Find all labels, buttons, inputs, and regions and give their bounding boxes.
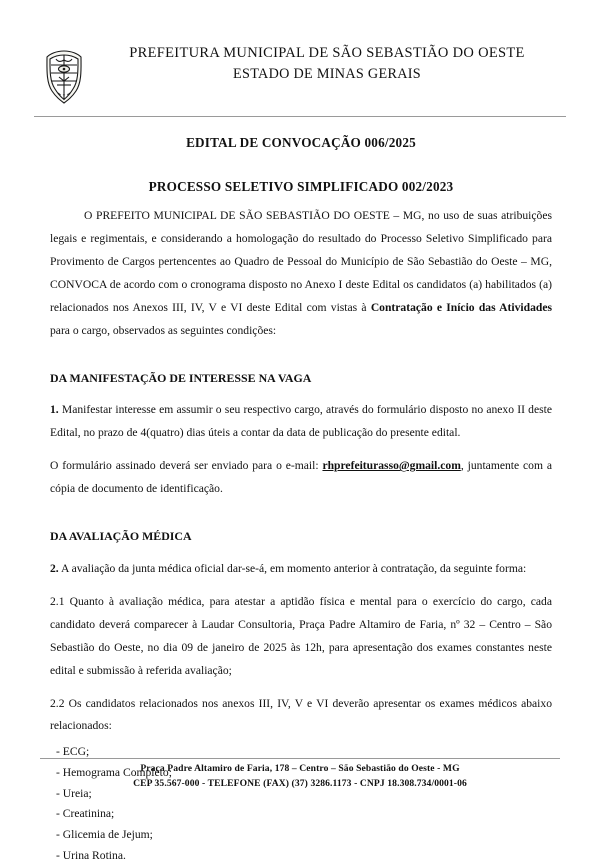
intro-tail-text: para o cargo, observados as seguintes condições: [50,323,277,337]
header-divider [34,116,566,117]
municipal-coat-of-arms-icon [38,48,90,106]
list-item: - Creatinina; [56,807,115,821]
intro-bold-phrase: Contratação e Início das Atividades [370,300,553,314]
section-heading-medical: DA AVALIAÇÃO MÉDICA [50,529,192,544]
list-item: - Glicemia de Jejum; [56,827,153,841]
document-header [0,0,600,106]
section-2-item-2 [50,558,552,581]
svg-text:★ ★ ★: ★ ★ ★ [58,92,70,97]
document-title: EDITAL DE CONVOCAÇÃO 006/2025 [186,135,416,150]
item-number-1: 1. [50,403,59,417]
org-name-line-1: PREFEITURA MUNICIPAL DE SÃO SEBASTIÃO DO OESTE [129,45,525,61]
list-item: - Urina Rotina. [56,848,126,862]
footer-divider [40,758,560,759]
item-text-2: A avaliação da junta médica oficial dar-se-á, em momento anterior à contratação, da seguinte forma: [58,561,527,575]
intro-text: O PREFEITO MUNICIPAL DE SÃO SEBASTIÃO DO OESTE – MG, no uso de suas atribuições legais e regimentais, e considerando a homologação do resultado do Processo Seletivo Simplificado para Provimento de Cargos pertencentes ao Quadro de Pessoal do Município de São Sebastião do Oeste – MG, CONVOCA de acordo com o cronograma disposto no Anexo I deste Edital os candidatos (a) habilitados (a) relacionados nos Anexos III, IV, V e VI deste Edital com vistas à [50,209,552,314]
form-submit-tail: , juntamente com a cópia de documento de identificação. [50,459,552,496]
contact-email-link[interactable]: rhprefeiturasso@gmail.com [322,459,461,473]
list-item: - Ureia; [56,786,92,800]
document-footer [40,758,560,791]
document-body [0,135,600,866]
section-1-item-2 [50,455,552,501]
list-item: - Hemograma Completo; [56,766,172,780]
form-submit-text: O formulário assinado deverá ser enviado para o e-mail: [50,459,323,473]
section-2-item-2-2: 2.2 Os candidatos relacionados nos anexos III, IV, V e VI deverão apresentar os exames médicos abaixo relacionados: [50,696,552,733]
section-2-item-2-1: 2.1 Quanto à avaliação médica, para atestar a aptidão física e mental para o exercício do cargo, cada candidato deverá comparecer à Laudar Consultoria, Praça Padre Altamiro de Faria, nº 32 – Centro – São Sebastião do Oeste, no dia 09 de janeiro de 2025 às 12h, para apresentação dos exames constantes neste edital e submissão à referida avaliação; [50,594,552,677]
header-org-block [90,44,560,84]
list-item: - ECG; [56,745,90,759]
section-1-item-1 [50,399,552,445]
item-number-2: 2. [50,561,59,575]
section-heading-interest: DA MANIFESTAÇÃO DE INTERESSE NA VAGA [50,370,312,385]
document-subtitle: PROCESSO SELETIVO SIMPLIFICADO 002/2023 [148,179,454,194]
org-name-line-2: ESTADO DE MINAS GERAIS [233,65,421,82]
item-text-1: Manifestar interesse em assumir o seu respectivo cargo, através do formulário disposto no anexo II deste Edital, no prazo de 4(quatro) dias úteis a contar da data de publicação do presente edital. [50,403,552,440]
intro-paragraph [50,205,552,343]
footer-address: Praça Padre Altamiro de Faria, 178 – Centro – São Sebastião do Oeste - MG [140,763,460,775]
footer-contact: CEP 35.567-000 - TELEFONE (FAX) (37) 3286.1173 - CNPJ 18.308.734/0001-06 [133,777,467,789]
